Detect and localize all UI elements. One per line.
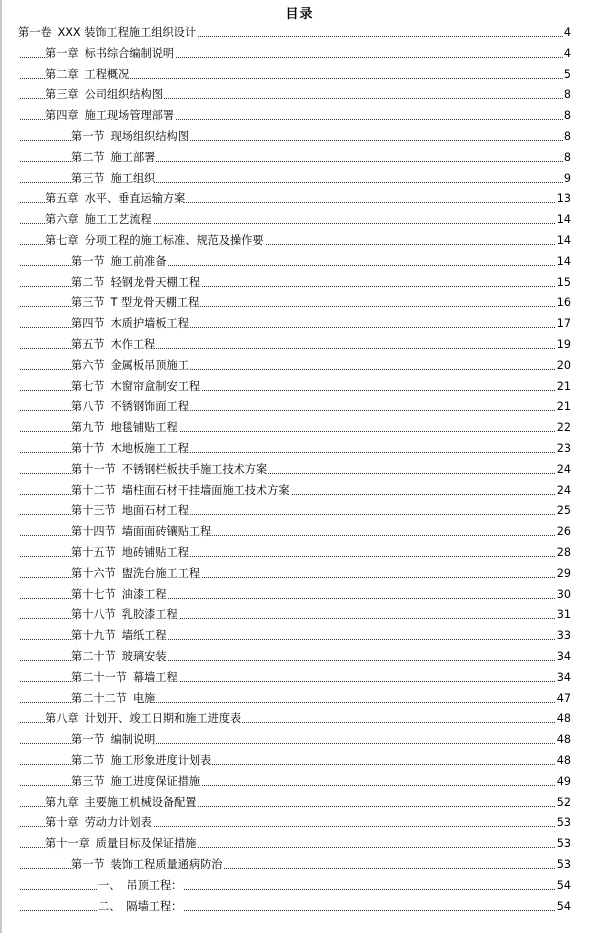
toc-entry-page: 34	[556, 668, 571, 689]
toc-entry-page: 5	[563, 65, 571, 86]
toc-entry-label	[45, 210, 153, 231]
toc-entry-label	[71, 543, 190, 564]
toc-entry-number: 第一节	[71, 130, 105, 143]
toc-entry-page: 31	[556, 605, 571, 626]
toc-entry-label	[71, 377, 201, 398]
toc-entry-label	[45, 231, 265, 252]
toc-entry-number: 第八章	[45, 712, 79, 726]
toc-entry[interactable]	[0, 127, 599, 148]
toc-entry-number: 第九章	[45, 795, 79, 809]
toc-entry-title: 公司组织结构图	[84, 88, 163, 102]
toc-entry-number: 第十节	[71, 442, 105, 455]
toc-entry-title: 劳动力计划表	[84, 816, 152, 830]
toc-entry-number: 第一节	[71, 733, 105, 747]
toc-entry[interactable]	[0, 397, 599, 418]
toc-entry[interactable]	[0, 668, 599, 689]
toc-entry-title: 地砖铺贴工程	[121, 546, 189, 559]
toc-entry-label	[71, 855, 223, 876]
toc-entry-number: 第二章	[45, 67, 79, 81]
toc-entry-title: 不锈钢饰面工程	[110, 400, 189, 414]
toc-entry-page: 9	[563, 169, 571, 190]
toc-entry[interactable]	[0, 169, 599, 190]
toc-entry-label	[71, 605, 179, 626]
toc-entry[interactable]	[0, 335, 599, 356]
toc-entry-title: 地毯铺贴工程	[110, 421, 178, 435]
toc-entry-page: 34	[556, 647, 571, 668]
toc-entry-number: 第二节	[71, 275, 105, 289]
toc-entry-page: 49	[556, 772, 571, 793]
toc-entry-page: 8	[563, 106, 571, 127]
toc-entry-page: 17	[556, 314, 571, 335]
toc-entry-number: 第一节	[71, 254, 105, 268]
toc-entry-number: 第四节	[71, 317, 105, 331]
toc-entry[interactable]	[0, 564, 599, 585]
toc-entry-title: 电施	[132, 691, 156, 705]
toc-entry-page: 28	[556, 543, 571, 564]
toc-entry-label	[71, 273, 201, 294]
toc-entry-number: 第二十节	[71, 650, 116, 663]
toc-entry-page: 29	[556, 564, 571, 585]
toc-entry-page: 48	[556, 751, 571, 772]
toc-entry-number: 二、	[98, 899, 121, 913]
toc-entry-number: 第十章	[45, 816, 79, 830]
toc-entry[interactable]	[0, 460, 599, 481]
toc-entry-label	[71, 626, 168, 647]
toc-entry-title: 隔墙工程：	[126, 899, 183, 913]
toc-entry-number: 第一节	[71, 858, 105, 871]
toc-entry-number: 第一卷	[18, 26, 52, 39]
toc-entry-page: 8	[563, 127, 571, 148]
toc-entry-page: 13	[556, 189, 571, 210]
toc-entry-label	[71, 148, 156, 169]
toc-entry-page: 16	[556, 293, 571, 314]
toc-entry-title: 墙柱面石材干挂墙面施工技术方案	[121, 483, 290, 497]
toc-entry-page: 26	[556, 522, 571, 543]
toc-entry[interactable]	[0, 522, 599, 543]
toc-entry-title: 木作工程	[110, 338, 156, 351]
toc-entry-title: 盥洗台施工工程	[121, 566, 201, 580]
toc-entry-label	[45, 189, 186, 210]
toc-entry-title: T 型龙骨天棚工程	[110, 296, 200, 310]
toc-entry-title: 工程概况	[84, 67, 130, 81]
toc-entry[interactable]	[0, 23, 599, 44]
toc-entry-title: 吊顶工程：	[126, 878, 183, 892]
toc-entry-page: 20	[556, 356, 571, 377]
toc-entry[interactable]	[0, 730, 599, 751]
toc-entry-page: 48	[556, 730, 571, 751]
toc-entry[interactable]	[0, 793, 599, 814]
toc-entry-label	[71, 501, 190, 522]
toc-entry-number: 第二节	[71, 150, 105, 164]
toc-entry-number: 第三节	[71, 296, 105, 310]
toc-entry-page: 14	[556, 252, 571, 273]
toc-entry-page: 15	[556, 273, 571, 294]
toc-entry-page: 8	[563, 148, 571, 169]
toc-entry-title: 水平、垂直运输方案	[84, 192, 186, 206]
toc-entry-page: 14	[556, 210, 571, 231]
toc-entry-title: 标书综合编制说明	[84, 46, 175, 60]
toc-entry[interactable]	[0, 252, 599, 273]
toc-entry-page: 14	[556, 231, 571, 252]
toc-entry-title: 墙纸工程	[121, 629, 167, 643]
toc-entry-number: 第十一章	[45, 837, 90, 851]
toc-entry-page: 21	[556, 397, 571, 418]
toc-entry[interactable]	[0, 85, 599, 106]
toc-entry-title: 分项工程的施工标准、规范及操作要	[84, 234, 264, 247]
toc-entry-page: 19	[556, 335, 571, 356]
toc-entry[interactable]	[0, 481, 599, 502]
toc-entry-label	[18, 23, 197, 44]
toc-entry-title: 木地板施工工程	[110, 442, 189, 455]
toc-entry-number: 第七章	[45, 234, 79, 247]
toc-entry-title: 施工形象进度计划表	[110, 754, 212, 767]
toc-entry-label	[71, 668, 179, 689]
toc-entry-title: 不锈钢栏板扶手施工技术方案	[121, 462, 268, 476]
toc-entry-label	[45, 106, 175, 127]
toc-entry-page: 52	[556, 793, 571, 814]
toc-entry[interactable]	[0, 585, 599, 606]
page-title: 目录	[285, 7, 314, 22]
toc-entry-label	[71, 127, 190, 148]
toc-entry-number: 第五章	[45, 192, 79, 206]
toc-entry-page: 4	[563, 44, 571, 65]
toc-entry-label	[71, 772, 201, 793]
toc-entry[interactable]	[0, 709, 599, 730]
toc-entry-title: 施工部署	[110, 150, 156, 164]
toc-entry[interactable]	[0, 273, 599, 294]
toc-entry-label	[71, 564, 201, 585]
toc-entry-title: 木质护墙板工程	[110, 317, 189, 331]
toc-entry-page: 22	[556, 418, 571, 439]
toc-entry-label	[71, 293, 200, 314]
toc-entry-number: 第二十二节	[71, 691, 127, 705]
toc-entry-label	[71, 689, 156, 710]
toc-entry[interactable]	[0, 876, 599, 897]
toc-entry[interactable]	[0, 418, 599, 439]
toc-entry-page: 53	[556, 813, 571, 834]
toc-entry-number: 一、	[98, 878, 121, 892]
toc-entry-title: 轻钢龙骨天棚工程	[110, 275, 201, 289]
toc-entry[interactable]	[0, 626, 599, 647]
toc-entry-number: 第三节	[71, 774, 105, 788]
toc-entry-title: 现场组织结构图	[110, 130, 189, 143]
toc-entry[interactable]	[0, 293, 599, 314]
toc-entry[interactable]	[0, 834, 599, 855]
toc-entry[interactable]	[0, 689, 599, 710]
toc-entry-page: 25	[556, 501, 571, 522]
toc-entry-title: 施工进度保证措施	[110, 774, 201, 788]
toc-entry-label	[45, 65, 130, 86]
toc-entry-title: 幕墙工程	[132, 670, 178, 684]
toc-entry-label	[45, 44, 175, 65]
toc-entry[interactable]	[0, 189, 599, 210]
toc-entry[interactable]	[0, 65, 599, 86]
toc-entry[interactable]	[0, 813, 599, 834]
toc-entry-label	[71, 730, 156, 751]
toc-entry-title: 施工现场管理部署	[84, 109, 175, 123]
toc-entry-page: 47	[556, 689, 571, 710]
toc-entry-title: 墙面面砖镶贴工程	[121, 525, 212, 539]
toc-entry-number: 第三章	[45, 88, 79, 102]
toc-entry-page: 54	[556, 897, 571, 918]
toc-entry[interactable]	[0, 772, 599, 793]
toc-entry-page: 53	[556, 855, 571, 876]
toc-entry-number: 第十五节	[71, 546, 116, 559]
toc-entry-title: 主要施工机械设备配置	[84, 795, 197, 809]
toc-entry-label	[71, 418, 179, 439]
toc-entry-number: 第九节	[71, 421, 105, 435]
toc-entry-number: 第十七节	[71, 587, 116, 601]
toc-entry-label	[71, 335, 156, 356]
toc-entry-page: 8	[563, 85, 571, 106]
toc-entry-number: 第一章	[45, 46, 79, 60]
toc-entry-page: 54	[556, 876, 571, 897]
toc-entry-number: 第五节	[71, 338, 105, 351]
toc-entry-page: 24	[556, 460, 571, 481]
toc-entry-label	[71, 439, 190, 460]
toc-entry-label	[71, 460, 268, 481]
toc-entry[interactable]	[0, 44, 599, 65]
toc-entry-title: 质量目标及保证措施	[95, 837, 197, 851]
toc-entry-title: 施工组织	[110, 171, 156, 185]
toc-entry-page: 33	[556, 626, 571, 647]
toc-entry-title: 地面石材工程	[121, 504, 189, 518]
toc-entry-label	[71, 314, 190, 335]
toc-entry-label	[71, 397, 190, 418]
toc-entry-label	[98, 876, 183, 897]
toc-entry-label	[71, 169, 156, 190]
toc-entry-label	[71, 751, 212, 772]
toc-entry[interactable]	[0, 543, 599, 564]
toc-entry-number: 第十六节	[71, 566, 116, 580]
toc-entry-number: 第十九节	[71, 629, 116, 643]
toc-entry-label	[71, 481, 291, 502]
toc-entry-page: 48	[556, 709, 571, 730]
toc-entry[interactable]	[0, 148, 599, 169]
toc-entry[interactable]	[0, 106, 599, 127]
toc-entry-label	[45, 793, 197, 814]
toc-entry-page: 30	[556, 585, 571, 606]
toc-entry-number: 第八节	[71, 400, 105, 414]
toc-entry-number: 第六节	[71, 358, 105, 372]
toc-entry-label	[45, 834, 197, 855]
toc-entry-page: 53	[556, 834, 571, 855]
toc-entry-number: 第十四节	[71, 525, 116, 539]
toc-entry-title: 油漆工程	[121, 587, 167, 601]
toc-entry[interactable]	[0, 231, 599, 252]
toc-entry-title: 施工前准备	[110, 254, 167, 268]
toc-entry-title: 装饰工程质量通病防治	[110, 858, 223, 871]
toc-entry-label	[71, 647, 168, 668]
toc-entry[interactable]	[0, 751, 599, 772]
toc-entry[interactable]	[0, 897, 599, 918]
toc-entry[interactable]	[0, 647, 599, 668]
toc-entry-title: 编制说明	[110, 733, 156, 747]
toc-entry-page: 24	[556, 481, 571, 502]
toc-entry[interactable]	[0, 210, 599, 231]
toc-entry[interactable]	[0, 314, 599, 335]
toc-entry-title: 玻璃安装	[121, 650, 167, 663]
toc-entry-number: 第十一节	[71, 462, 116, 476]
toc-entry-number: 第十八节	[71, 608, 116, 622]
toc-entry[interactable]	[0, 439, 599, 460]
toc-entry[interactable]	[0, 356, 599, 377]
toc-entry-number: 第二十一节	[71, 670, 127, 684]
toc-entry-title: 施工工艺流程	[84, 213, 152, 227]
toc-entry-number: 第四章	[45, 109, 79, 123]
toc-entry-title: 计划开、竣工日期和施工进度表	[84, 712, 242, 726]
toc-entry-number: 第二节	[71, 754, 105, 767]
toc-entry[interactable]	[0, 501, 599, 522]
toc-entry-label	[45, 85, 164, 106]
toc-entry-label	[45, 709, 242, 730]
toc-entry-title: XXX 装饰工程施工组织设计	[57, 26, 197, 39]
toc-entry-number: 第十三节	[71, 504, 116, 518]
toc-entry-number: 第七节	[71, 379, 105, 393]
toc-entry-title: 金属板吊顶施工	[110, 358, 189, 372]
toc-entry-page: 4	[563, 23, 571, 44]
toc-entry-label	[98, 897, 183, 918]
toc-entry-number: 第六章	[45, 213, 79, 227]
toc-entry-label	[71, 585, 168, 606]
toc-entry[interactable]	[0, 605, 599, 626]
toc-entry-label	[71, 356, 190, 377]
toc-entry-number: 第十二节	[71, 483, 116, 497]
toc-entry-page: 21	[556, 377, 571, 398]
toc-entry-title: 乳胶漆工程	[121, 608, 178, 622]
toc-entry-label	[71, 522, 212, 543]
toc-entry[interactable]	[0, 377, 599, 398]
toc-entry-title: 木窗帘盒制安工程	[110, 379, 201, 393]
toc-entry-label	[45, 813, 153, 834]
toc-entry[interactable]	[0, 855, 599, 876]
toc-entry-label	[71, 252, 168, 273]
toc-entry-number: 第三节	[71, 171, 105, 185]
toc-entry-page: 23	[556, 439, 571, 460]
